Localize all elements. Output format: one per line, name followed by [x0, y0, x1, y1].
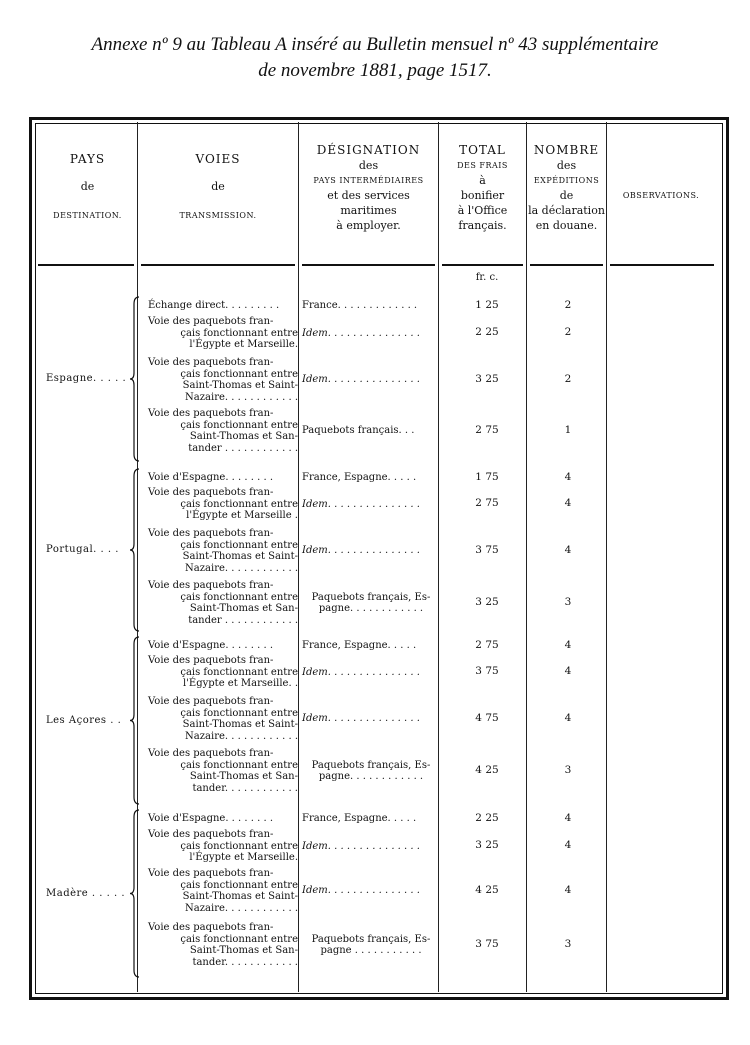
route-line: Voie des paquebots fran-	[148, 316, 274, 327]
header-total-line: français.	[458, 219, 507, 232]
declaration-count: 3	[564, 596, 572, 608]
header-nombre	[527, 143, 606, 233]
header-designation-line: maritimes	[340, 204, 397, 217]
total-fee: 4 25	[475, 884, 499, 896]
route-line: l'Égypte et Marseille.	[189, 339, 298, 350]
route-line: çais fonctionnant entre	[180, 539, 298, 551]
header-total	[439, 143, 526, 233]
route-line: Voie des paquebots fran-	[148, 487, 274, 498]
header-line-1: Annexe nº 9 au Tableau A inséré au Bulletin mensuel nº 43 supplémentaire	[91, 34, 659, 55]
route-line: Saint-Thomas et San-	[189, 603, 298, 614]
header-underline	[530, 264, 603, 266]
route-line: Échange direct. . . . . . . . .	[148, 300, 280, 311]
country-label: Espagne. . . . .	[46, 373, 127, 384]
header-designation-line: DÉSIGNATION	[316, 143, 421, 157]
header-underline	[38, 264, 134, 266]
declaration-count: 2	[564, 326, 572, 339]
header-observations-label: OBSERVATIONS.	[622, 191, 700, 200]
declaration-count: 3	[564, 764, 572, 776]
total-fee: 4 25	[475, 764, 499, 776]
declaration-count: 4	[564, 497, 572, 510]
designation-line: France. . . . . . . . . . . . .	[302, 300, 418, 311]
designation-line: Idem. . . . . . . . . . . . . . .	[302, 713, 420, 725]
total-fee: 2 75	[475, 638, 499, 651]
country-label: Portugal. . . .	[46, 544, 119, 555]
header-nombre-line: la déclaration	[528, 204, 605, 217]
designation-line: Idem. . . . . . . . . . . . . . .	[302, 885, 420, 897]
route-line: Saint-Thomas et San-	[189, 771, 298, 782]
route-line: Nazaire. . . . . . . . . . . .	[185, 391, 298, 403]
route-line: çais fonctionnant entre	[180, 879, 298, 891]
header-designation-line: PAYS INTERMÉDIAIRES	[313, 176, 424, 185]
route-line: Saint-Thomas et San-	[189, 945, 298, 956]
group-brace	[130, 809, 140, 978]
designation-line: France, Espagne. . . . .	[302, 640, 417, 651]
designation-line: France, Espagne. . . . .	[302, 813, 417, 824]
header-pays-line: de	[80, 180, 95, 193]
currency-units: fr. c.	[475, 272, 499, 283]
total-fee: 3 75	[475, 665, 499, 678]
route-line: çais fonctionnant entre	[180, 840, 298, 852]
total-fee: 3 75	[475, 938, 499, 950]
header-designation	[299, 143, 438, 233]
total-fee: 3 75	[475, 544, 499, 556]
header-voies	[138, 152, 298, 223]
route-line: çais fonctionnant entre	[180, 759, 298, 771]
route-line: Voie des paquebots fran-	[148, 408, 274, 419]
header-nombre-line: en douane.	[535, 219, 598, 232]
column-divider	[606, 122, 607, 992]
route-line: çais fonctionnant entre	[180, 419, 298, 431]
route-line: Voie des paquebots fran-	[148, 868, 274, 879]
route-line: Voie d'Espagne. . . . . . . .	[148, 472, 274, 483]
route-line: Nazaire. . . . . . . . . . . .	[185, 902, 298, 914]
total-fee: 2 75	[475, 497, 499, 510]
group-brace	[130, 296, 140, 462]
header-line-2: de novembre 1881, page 1517.	[258, 60, 492, 81]
country-label: Les Açores . .	[46, 714, 122, 726]
route-line: l'Égypte et Marseille .	[186, 510, 298, 521]
designation-line: pagne . . . . . . . . . . .	[320, 945, 422, 956]
route-line: Voie des paquebots fran-	[148, 357, 274, 368]
declaration-count: 2	[564, 298, 572, 311]
route-line: Voie des paquebots fran-	[148, 580, 274, 591]
total-fee: 3 25	[475, 373, 499, 385]
declaration-count: 4	[564, 470, 572, 483]
designation-line: Idem. . . . . . . . . . . . . . .	[302, 498, 420, 510]
route-line: Saint-Thomas et San-	[189, 431, 298, 442]
header-nombre-line: des	[556, 159, 577, 172]
total-fee: 2 25	[475, 326, 499, 339]
declaration-count: 4	[564, 665, 572, 678]
header-pays-line: DESTINATION.	[53, 211, 122, 220]
total-fee: 3 25	[475, 839, 499, 852]
header-underline	[302, 264, 435, 266]
header-nombre-line: EXPÉDITIONS	[533, 176, 600, 185]
total-fee: 1 25	[475, 298, 499, 311]
route-line: Voie des paquebots fran-	[148, 655, 274, 666]
header-underline	[442, 264, 523, 266]
designation-line: pagne. . . . . . . . . . . .	[318, 771, 424, 782]
total-fee: 1 75	[475, 470, 499, 483]
designation-line: Paquebots français, Es-	[311, 759, 431, 771]
country-label: Madère . . . . .	[46, 887, 126, 899]
declaration-count: 4	[564, 884, 572, 896]
route-line: çais fonctionnant entre	[180, 368, 298, 380]
route-line: Voie des paquebots fran-	[148, 696, 274, 707]
designation-line: pagne. . . . . . . . . . . .	[318, 603, 424, 614]
route-line: Saint-Thomas et Saint-	[182, 891, 298, 902]
route-line: çais fonctionnant entre	[180, 933, 298, 945]
designation-line: Paquebots français, Es-	[311, 591, 431, 603]
declaration-count: 4	[564, 712, 572, 724]
header-total-line: à	[479, 174, 486, 187]
route-line: tander. . . . . . . . . . . .	[192, 782, 298, 794]
header-observations	[607, 188, 715, 203]
designation-line: Idem. . . . . . . . . . . . . . .	[302, 545, 420, 557]
header-voies-line: TRANSMISSION.	[179, 211, 257, 220]
declaration-count: 4	[564, 839, 572, 852]
route-line: l'Égypte et Marseille. .	[182, 678, 298, 689]
declaration-count: 4	[564, 544, 572, 556]
route-line: l'Égypte et Marseille.	[189, 852, 298, 863]
route-line: tander . . . . . . . . . . . .	[188, 614, 298, 626]
column-divider	[298, 122, 299, 992]
route-line: Nazaire. . . . . . . . . . . .	[185, 562, 298, 574]
header-designation-line: des	[358, 159, 379, 172]
header-underline	[141, 264, 295, 266]
route-line: Voie des paquebots fran-	[148, 922, 274, 933]
header-total-line: à l'Office	[457, 204, 508, 217]
total-fee: 2 75	[475, 424, 499, 436]
route-line: Voie des paquebots fran-	[148, 528, 274, 539]
header-pays-line: PAYS	[69, 152, 106, 166]
designation-line: Paquebots français, Es-	[311, 933, 431, 945]
header-voies-line: de	[211, 180, 225, 193]
route-line: çais fonctionnant entre	[180, 666, 298, 678]
designation-line: Paquebots français. . .	[302, 425, 415, 437]
designation-line: Idem. . . . . . . . . . . . . . .	[302, 666, 420, 678]
declaration-count: 4	[564, 638, 572, 651]
header-nombre-line: NOMBRE	[533, 143, 600, 157]
designation-line: Idem. . . . . . . . . . . . . . .	[302, 374, 420, 386]
header-total-line: DES FRAIS	[457, 161, 508, 170]
route-line: çais fonctionnant entre	[180, 591, 298, 603]
route-line: çais fonctionnant entre	[180, 498, 298, 510]
header-nombre-line: de	[559, 189, 574, 202]
route-line: çais fonctionnant entre	[180, 327, 298, 339]
route-line: çais fonctionnant entre	[180, 707, 298, 719]
column-divider	[526, 122, 527, 992]
header-total-line: bonifier	[460, 189, 505, 202]
designation-line: Idem. . . . . . . . . . . . . . .	[302, 327, 420, 339]
designation-line: France, Espagne. . . . .	[302, 472, 417, 483]
total-fee: 2 25	[475, 811, 499, 824]
route-line: Nazaire. . . . . . . . . . . .	[185, 730, 298, 742]
header-pays	[38, 152, 137, 223]
group-brace	[130, 636, 140, 805]
route-line: Voie d'Espagne. . . . . . . .	[148, 813, 274, 824]
route-line: tander. . . . . . . . . . . .	[192, 956, 298, 968]
route-line: Voie des paquebots fran-	[148, 829, 274, 840]
header-underline	[610, 264, 714, 266]
designation-line: Idem. . . . . . . . . . . . . . .	[302, 840, 420, 852]
header-designation-line: et des services	[327, 189, 410, 202]
declaration-count: 4	[564, 811, 572, 824]
route-line: Saint-Thomas et Saint-	[182, 551, 298, 562]
route-line: tander . . . . . . . . . . . .	[188, 442, 298, 454]
header-designation-line: à employer.	[336, 219, 401, 232]
route-line: Saint-Thomas et Saint-	[182, 380, 298, 391]
total-fee: 4 75	[475, 712, 499, 724]
route-line: Saint-Thomas et Saint-	[182, 719, 298, 730]
declaration-count: 3	[564, 938, 572, 950]
group-brace	[130, 468, 140, 632]
header-total-line: TOTAL	[459, 143, 506, 157]
column-divider	[438, 122, 439, 992]
total-fee: 3 25	[475, 596, 499, 608]
route-line: Voie des paquebots fran-	[148, 748, 274, 759]
declaration-count: 2	[564, 373, 572, 385]
declaration-count: 1	[564, 424, 572, 436]
header-voies-line: VOIES	[195, 152, 241, 166]
route-line: Voie d'Espagne. . . . . . . .	[148, 640, 274, 651]
